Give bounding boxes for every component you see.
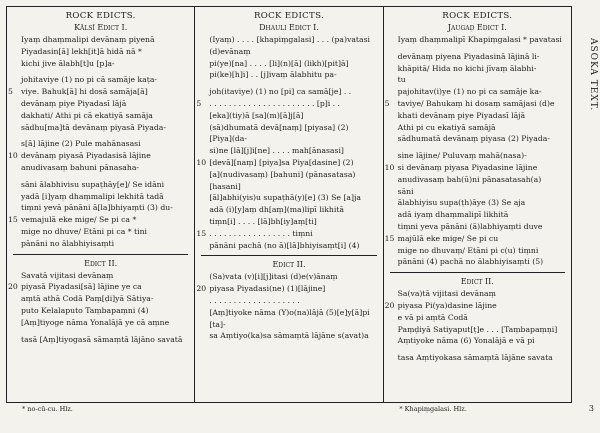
line-number: 5 [196,98,202,108]
line-text: yadā [i]yaṃ dhaṃmalipi lekhitā tadā [21,191,164,201]
text-line [13,179,188,191]
text-line [390,245,565,257]
text-line [201,307,376,319]
text-line [390,256,565,268]
column-3 [383,7,571,402]
line-text: [hasani] [209,181,241,191]
line-text: anudivasaṃ bahuni pānasaha- [21,162,140,172]
line-number: 20 [384,300,395,310]
line-text: [Aṃ]tiyoge nāma Yonalājā ye cā aṃne [21,317,170,327]
column-header: ROCK EDICTS. [442,11,513,21]
text-line [201,122,376,134]
line-number: 10 [8,151,18,161]
line-text: (Sa)vata (v)[i][j]itasi (d)e(v)ānaṃ [209,272,338,282]
text-line [384,162,565,174]
page [6,6,576,428]
line-text: viye. Bahuk[ā] hi dosā samāja[ā] [21,87,148,97]
column-2 [194,7,382,402]
line-text: piyasa Pi(ya)dasine lājine [397,300,497,310]
text-line [390,335,565,347]
text-line [390,186,565,198]
line-text: . . . . . . . . . . . . . . . . . tiṃni [209,228,313,238]
edict-title: Jaugaḍ Edict I. [447,23,507,32]
line-text: pajohitav(i)ye (1) no pi ca samāje ka- [397,87,542,97]
text-line [201,133,376,145]
text-line [201,330,376,342]
footnote: * Khapiṃgalasi. Hlz. [399,405,467,413]
line-text: pi(ke)[h]i] . . [j]ivaṃ ālabhitu pa- [209,70,337,80]
text-line [201,34,376,46]
text-line [390,110,565,122]
line-text: si devānaṃ piyasa Piyadasine lājine [397,162,538,172]
text-line [201,46,376,58]
line-text: devānaṃ piyena Piyadasinā lājinā li- [397,51,540,61]
text-line [390,197,565,209]
line-text: sāni ālabhivisu supaṭhāy[e]/ Se idāni [21,179,165,189]
line-text: khati devānaṃ piye Piyadasī lājā [397,110,526,120]
line-text: [āl]abhi(yis)u supaṭhā(y)[e] (3) Se [a]ja [209,193,361,203]
line-number: 5 [384,98,390,108]
line-text: s[ā] lājine (2) Pule mahānasasi [21,139,141,149]
page-number: 3 [588,404,594,413]
text-line [390,63,565,75]
column-header: ROCK EDICTS. [253,11,324,21]
text-line [201,192,376,204]
line-text: mige no dhuve/ Etāni pi ca * tini [21,226,147,236]
text-line [390,324,565,336]
text-line [201,69,376,81]
line-text: joh(itaviye) (1) no [pi] ca samā[je] . . [209,87,352,97]
line-number: 15 [196,228,207,238]
footnotes [6,405,572,423]
text-line [201,181,376,193]
line-text: pānāni pachā (no ā)[lā]bhiyisaṃt[i] (4) [209,240,360,250]
text-line [13,138,188,150]
text-line [201,145,376,157]
line-text: Sa(va)tā vijitasi devānaṃ [397,289,496,299]
text-line [390,174,565,186]
edict-title: Edict II. [272,260,306,270]
text-line [196,98,376,110]
line-number: 20 [196,284,207,294]
line-text: . . . . . . . . . . . . . . . . . . . [209,295,300,305]
text-line [13,58,188,70]
line-text: tasā [Aṃ]tiyogasā sāmaṃtā lājāno savatā [21,334,183,344]
text-line [390,312,565,324]
line-text: sādhumatā devānaṃ piyasa (2) Piyada- [397,134,550,144]
line-text: adā (i)[y]aṃ dh[aṃ](ma)lipī likhitā [209,205,344,215]
text-line [13,110,188,122]
line-text: sine lājine/ Puluvaṃ mahā(nasa)- [397,151,527,161]
line-text: adā iyaṃ dhaṃmalipī likhitā [397,210,509,220]
line-text: ālabhiyisu supa(ṭh)āye (3) Se aja [397,198,526,208]
text-line [196,228,376,240]
line-number: 15 [384,233,395,243]
edict-2-section [384,272,565,364]
text-line [8,150,188,162]
text-line [390,34,565,46]
text-line [201,319,376,331]
line-text: [a](nudivasaṃ) [bahuni] (pānasatasa) [209,169,356,179]
column-header: ROCK EDICTS. [65,11,136,21]
line-text: sādhu[ma]tā devānaṃ piyasā Piyada- [21,122,166,132]
line-text: tiṃn[i] . . . . [lā]bh[iy]aṃ[ti] [209,216,317,226]
line-text: devānaṃ piyasā Piyadasisā lājine [21,151,151,161]
line-text: Paṃḍiyā Satiyaput[ṭ]e . . . [Taṃbapaṃṇi] [397,324,558,334]
line-number: 15 [8,215,18,225]
line-number: 10 [196,157,207,167]
text-line [201,216,376,228]
text-line [201,204,376,216]
text-line [13,191,188,203]
line-text: majūlā eke mige/ Se pi cu [397,233,499,243]
line-text: si)ne [lā][j]i[ne] . . . . mah[ānasasi] [209,146,344,156]
line-text: aṃtā athā Codā Paṃ[ḍi]yā Sātiya- [21,294,154,304]
text-line [13,162,188,174]
text-line [201,58,376,70]
text-line [13,34,188,46]
text-line [13,46,188,58]
line-number: 20 [8,282,18,292]
line-text: sa Aṃtiyo(ka)sa sāmaṃtā lājāne s(avat)a [209,331,369,341]
line-text: tiṃni yeva pānāni (ā)labhiyaṃti duve [397,221,543,231]
line-text: kichi jive ālabh[t]u [p]a- [21,58,115,68]
text-line [390,86,565,98]
line-text: anudivasaṃ bah(ū)ni pānasatasah(a) [397,174,542,184]
text-line [201,110,376,122]
line-text: [Aṃ]tiyoke nāma (Y)o(na)lājā (5)[e]y[ā]pi [209,307,370,317]
text-line [13,98,188,110]
line-text: [ta]- [209,319,226,329]
line-text: [Piya](da- [209,134,247,144]
text-line [8,281,188,293]
edict-2-section [8,254,188,346]
text-line [201,86,376,98]
text-line [13,270,188,282]
text-line [8,86,188,98]
line-text: tiṃni yevā pānāni ā[la]bhiyaṃti (3) du- [21,203,173,213]
text-line [13,293,188,305]
line-text: khāpitā/ Hida no kichi jīvaṃ ālabhi- [397,63,537,73]
line-text: sāni [397,186,414,196]
edict-2-section [196,255,376,342]
text-line [13,238,188,250]
footnote: * no-cū-cu. Hlz. [22,405,73,413]
edict-title: Edict II. [84,258,118,268]
line-text: taviye/ Bahukaṃ hi dosaṃ samājasi (d)e [397,98,555,108]
line-text: (sā)dhumatā devā[naṃ] [piyasa] (2) [209,122,349,132]
text-line [390,150,565,162]
running-title: ASOKA TEXT. [588,38,598,112]
text-line [384,98,565,110]
text-line [201,240,376,252]
text-line [13,305,188,317]
text-line [384,300,565,312]
footnote [195,405,384,423]
line-text: pi(ye)[na] . . . . [li](n)[ā] (likh)[pit]ā] [209,58,349,68]
line-text: pānāni (4) pachā no ālabhiyisaṃti (5) [397,257,544,267]
line-text: [devā][naṃ] [piya]sa Piya[dasine] (2) [209,157,354,167]
line-text: Piyadasin[ā] lekh[it]ā hidā nā * [21,46,142,56]
edicts-table [6,6,572,403]
text-line [13,317,188,329]
line-number: 5 [8,87,13,97]
text-line [390,209,565,221]
text-line [201,295,376,307]
text-line [8,214,188,226]
text-line [201,271,376,283]
line-text: vemajulā eke mige/ Se pi ca * [21,215,137,225]
text-line [384,233,565,245]
line-text: (d)evānaṃ [209,46,251,56]
text-line [390,288,565,300]
line-text: mige no dhuvaṃ/ Etāni pi c(u) tiṃni [397,245,539,255]
line-text: Aṃtiyoke nāma (6) Yonalājā e vā pi [397,336,535,346]
line-text: tasa Aṃtiyokasa sāmaṃtā lājāne savata [397,353,553,363]
text-line [390,51,565,63]
text-line [13,122,188,134]
edict-title: Dhauli Edict I. [259,23,319,32]
line-text: pānāni no ālabhiyisaṃti [21,238,115,248]
line-text: (Iyaṃ) . . . . [khapiṃgalasi] . . . (pa)vatasi [209,35,370,44]
text-line [390,74,565,86]
text-line [390,352,565,364]
line-text: dakhati/ Athi pi cā ekatiyā samāja [21,110,153,120]
text-line [13,202,188,214]
line-text: piyasā Piyadasi[sā] lājine ye ca [21,282,142,292]
line-text: . . . . . . . . . . . . . . . . . . . . . . [p]i . . [209,98,341,108]
line-text: tu [397,75,406,85]
edict-title: Kālsī Edict I. [74,23,128,32]
text-line [201,169,376,181]
edict-title: Edict II. [460,277,494,287]
text-line [13,226,188,238]
text-line [13,334,188,346]
line-text: e vā pi aṃtā Codā [397,312,468,322]
line-number: 10 [384,162,395,172]
line-text: Iyaṃ dhaṃmalipī Khapiṃgalasi * pavatasi [397,35,562,44]
text-line [390,122,565,134]
line-text: Iyaṃ dhaṃmalipi devānaṃ piyenā [21,35,155,44]
line-text: Savatā vijitasi devānaṃ [21,270,114,280]
text-line [196,157,376,169]
text-line [196,283,376,295]
line-text: johitaviye (1) no pi cā samāje kaṭa- [21,75,158,85]
line-text: devānaṃ piye Piyadasī lājā [21,98,127,108]
text-line [390,221,565,233]
line-text: puto Kelalaputo Taṃbapaṃni (4) [21,305,149,315]
column-1 [7,7,194,402]
text-line [13,74,188,86]
text-line [390,133,565,145]
line-text: Athi pi cu ekatiyā samājā [397,122,496,132]
line-text: [eka](tiy)ā [sa](m)[ā]j[ā] [209,110,304,120]
line-text: piyasa Piyadasi(ne) (1)[lājine] [209,284,326,294]
